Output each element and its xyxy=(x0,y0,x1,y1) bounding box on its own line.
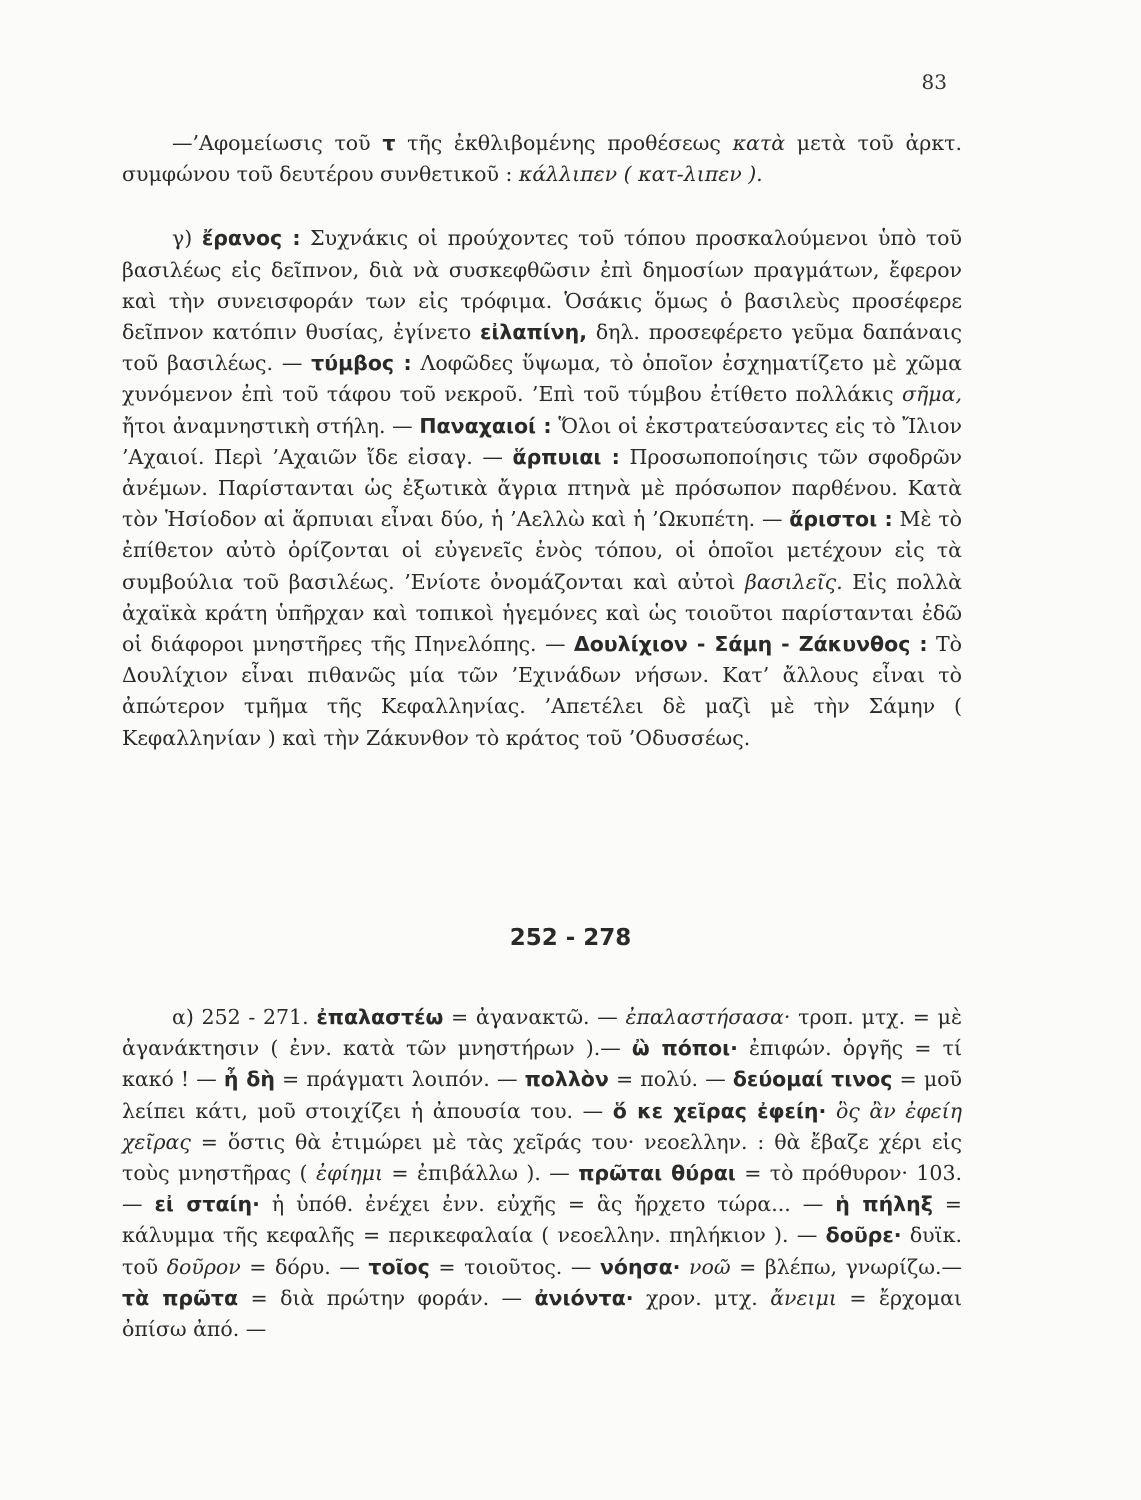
section-heading: 252 - 278 xyxy=(509,925,632,951)
paragraph-glossary-gamma: γ) ἔρανος : Συχνάκις οἱ προύχοντες τοῦ τόπου προσκαλούμενοι ὑπὸ τοῦ βασιλέως εἰς δεῖπνον, διὰ νὰ συσκεφθῶσιν ἐπὶ δημοσίων πραγμάτων, ἔφερον καὶ τὴν συνεισφοράν των εἰς τρόφιμα. Ὁσάκις ὅμως ὁ βασιλεὺς προσέφερε δεῖπνον κατόπιν θυσίας, ἐγίνετο εἰλαπίνη, δηλ. προσεφέρετο γεῦμα δαπάναις τοῦ βασιλέως. — τύμβος : Λοφῶδες ὕψωμα, τὸ ὁποῖον ἐσχηματίζετο μὲ χῶμα χυνόμενον ἐπὶ τοῦ τάφου τοῦ νεκροῦ. ’Επὶ τοῦ τύμβου ἐτίθετο πολλάκις σῆμα, ἤτοι ἀναμνηστικὴ στήλη. — Παναχαιοί : Ὅλοι οἱ ἐκστρατεύσαντες εἰς τὸ Ἴλιον ’Αχαιοί. Περὶ ’Αχαιῶν ἴδε εἰσαγ. — ἅρπυιαι : Προσωποποίησις τῶν σφοδρῶν ἀνέμων. Παρίστανται ὡς ἐξωτικὰ ἄγρια πτηνὰ μὲ πρόσωπον παρθένου. Κατὰ τὸν Ἡσίοδον αἱ ἅρπυιαι εἶναι δύο, ἡ ’Αελλὼ καὶ ἡ ’Ωκυπέτη. — ἄριστοι : Μὲ τὸ ἐπίθετον αὐτὸ ὁρίζονται οἱ εὐγενεῖς ἑνὸς τόπου, οἱ ὁποῖοι μετέχουν εἰς τὰ συμβούλια τοῦ βασιλέως. ’Ενίοτε ὀνομάζονται καὶ αὐτοὶ βασιλεῖς. Εἰς πολλὰ ἀχαϊκὰ κράτη ὑπῆρχαν καὶ τοπικοὶ ἡγεμόνες καὶ ὡς τοιοῦτοι παρίστανται ἐδῶ οἱ διάφοροι μνηστῆρες τῆς Πηνελόπης. — Δουλίχιον - Σάμη - Ζάκυνθος : Τὸ Δουλίχιον εἶναι πιθανῶς μία τῶν ’Εχινάδων νήσων. Κατ’ ἄλλους εἶναι τὸ ἀπώτερον τμῆμα τῆς Κεφαλληνίας. ’Απετέλει δὲ μαζὶ μὲ τὴν Σάμην ( Κεφαλληνίαν ) καὶ τὴν Ζάκυνθον τὸ κράτος τοῦ ’Οδυσσέως. xyxy=(122,226,963,750)
paragraph-glossary-alpha: α) 252 - 271. ἐπαλαστέω = ἀγανακτῶ. — ἐπαλαστήσασα· τροπ. μτχ. = μὲ ἀγανάκτησιν ( ἐνν. κατὰ τῶν μνηστήρων ).— ὢ πόποι· ἐπιφών. ὀργῆς = τί κακό ! — ἦ δὴ = πράγματι λοιπόν. — πολλὸν = πολύ. — δεύομαί τινος = μοῦ λείπει κάτι, μοῦ στοιχίζει ἡ ἀπουσία του. — ὅ κε χεῖρας ἐφείη· ὃς ἂν ἐφείη χεῖρας = ὅστις θὰ ἐτιμώρει μὲ τὰς χεῖράς του· νεοελλην. : θὰ ἔβαζε χέρι εἰς τοὺς μνηστῆρας ( ἐφίημι = ἐπιβάλλω ). — πρῶται θύραι = τὸ πρόθυρον· 103. — εἰ σταίη· ἡ ὑπόθ. ἐνέχει ἐνν. εὐχῆς = ἃς ἤρχετο τώρα... — ἡ πήληξ = κάλυμμα τῆς κεφαλῆς = περικεφαλαία ( νεοελλην. πηλήκιον ). — δοῦρε· δυϊκ. τοῦ δοῦρον = δόρυ. — τοῖος = τοιοῦτος. — νόησα· νοῶ = βλέπω, γνωρίζω.— τὰ πρῶτα = διὰ πρώτην φοράν. — ἀνιόντα· χρον. μτχ. ἄνειμι = ἔρχομαι ὀπίσω ἀπό. — xyxy=(122,1005,963,1342)
upper-text xyxy=(122,128,962,754)
paragraph-apheresis: —’Αφομείωσις τοῦ τ τῆς ἐκθλιβομένης προθέσεως κατὰ μετὰ τοῦ ἀρκτ. συμφώνου τοῦ δευτέρου συνθετικοῦ : κάλλιπεν ( κατ-λιπεν ). xyxy=(122,131,963,187)
lower-text xyxy=(122,1002,962,1345)
page-number: 83 xyxy=(921,70,947,94)
